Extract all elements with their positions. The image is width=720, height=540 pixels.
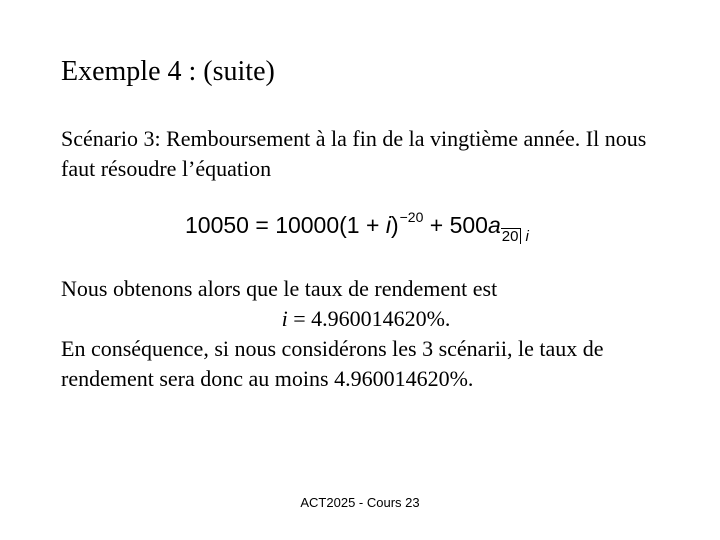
result-conclusion: En conséquence, si nous considérons les 3 scénarii, le taux de rendement sera donc au moins 4.960014620%. [61,336,604,391]
equation [185,203,529,247]
slide-footer: ACT2025 - Cours 23 [300,495,420,510]
equation-annuity-i: i [525,228,529,245]
equation-term1-base: 10000(1 + [275,212,386,238]
equation-lhs: 10050 [185,212,249,238]
result-paragraph [61,274,671,394]
result-rate-value: = 4.960014620%. [287,306,451,331]
slide-title: Exemple 4 : (suite) [61,56,275,87]
equation-equals: = [255,212,269,238]
scenario-paragraph: Scénario 3: Remboursement à la fin de la vingtième année. Il nous faut résoudre l’équation [61,126,647,181]
equation-exponent: −20 [399,209,424,225]
equation-plus: + [429,212,444,238]
equation-term2-coef: 500 [449,212,488,238]
result-rate-line [61,304,671,334]
equation-term1-var: i [385,212,391,238]
equation-annuity-n: 20 [501,228,522,244]
result-intro: Nous obtenons alors que le taux de rendement est [61,276,498,301]
equation-annuity-subscript [501,228,529,244]
equation-term1-close: ) [390,212,399,238]
result-rate-var: i [281,306,288,331]
equation-annuity-symbol: a [487,212,501,238]
